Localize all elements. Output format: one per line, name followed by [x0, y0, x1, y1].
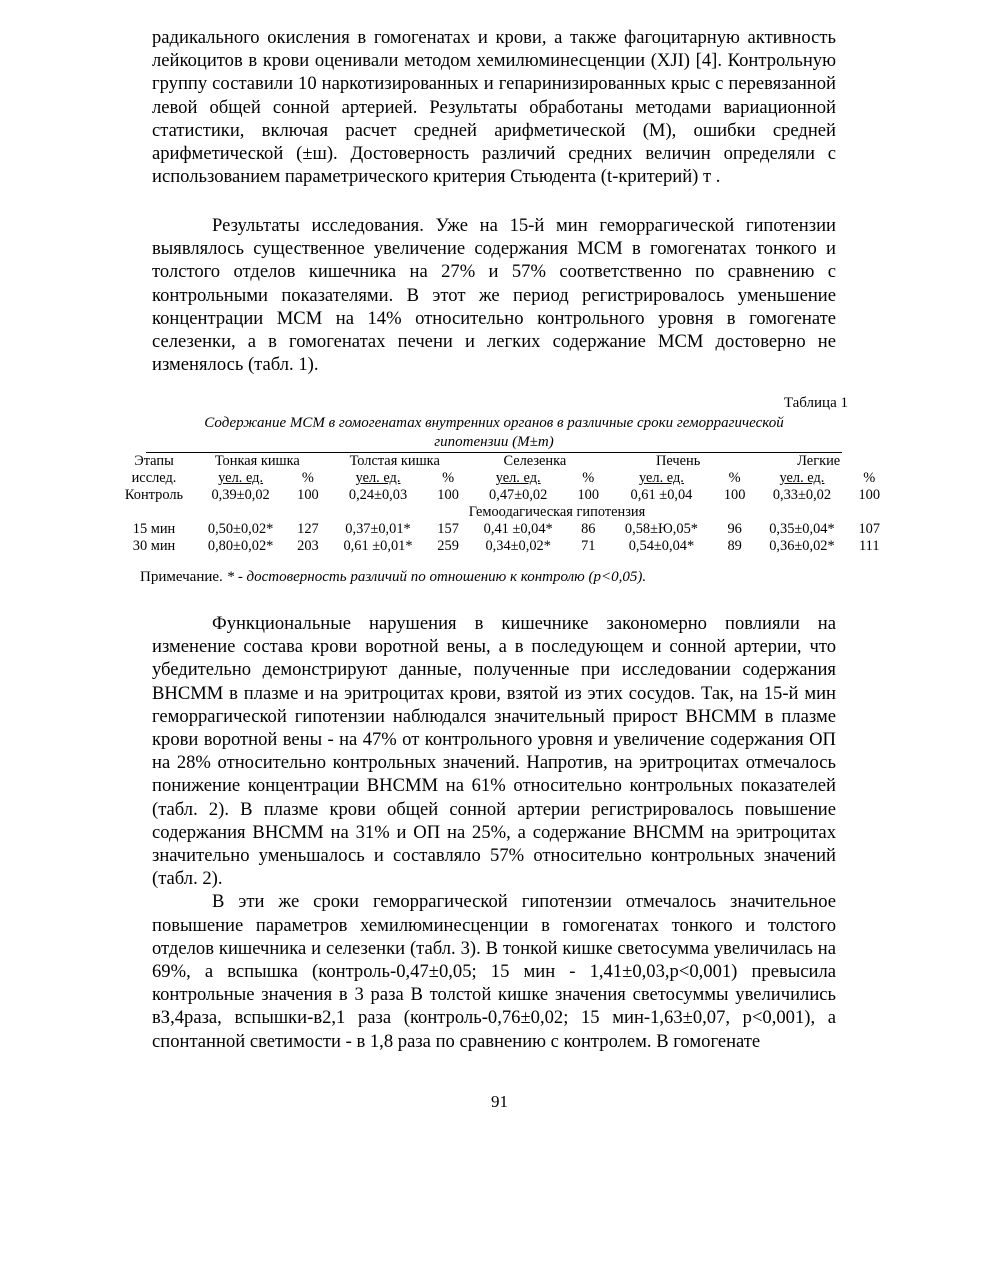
unit-header: уел. ед. — [639, 470, 684, 486]
unit-header: уел. ед. — [779, 470, 825, 486]
value-cell: 0,34±0,02* — [485, 538, 551, 554]
stage-header: Этапы — [134, 453, 174, 469]
value-cell: 0,58±Ю,05* — [624, 521, 698, 537]
page-number: 91 — [491, 1092, 508, 1111]
table-caption-line2: гипотензии (M±m) — [146, 433, 842, 453]
pct-cell: 71 — [581, 538, 596, 554]
pct-cell: 100 — [723, 487, 746, 503]
pct-header: % — [582, 470, 595, 486]
results-paragraph: Результаты исследования. Уже на 15-й мин геморрагической гипотензии выявлялось существенное увеличение содержания МСМ в гомогенатах тонкого и толстого отделов кишечника на 27% и 57% соответственно по сравнению с контрольными показателями. В этот же период регистрировалось уменьшение концентрации МСМ на 14% относительно контрольного уровня в гомогенате селезенки, а в гомогенатах печени и легких содержание МСМ достоверно не изменялось (табл. 1). — [152, 215, 836, 376]
stage-cell: 30 мин — [132, 538, 176, 554]
organ-header-spleen: Селезенка — [503, 453, 567, 469]
pct-cell: 259 — [437, 538, 459, 554]
intro-paragraph: радикального окисления в гомогенатах и крови, а также фагоцитарную активность лейкоцитов в крови оценивали методом хемилюминесценции (XJI) [4]. Контрольную группу составили 10 наркотизированных и гепаринизированных крыс с перевязанной левой общей сонной артерией. Результаты обработаны методами вариационной статистики, включая расчет средней арифметической (М), ошибки средней арифметической (±ш). Достоверность различий средних величин определяли с использованием параметрического критерия Стьюдента (t-критерий) т . — [152, 27, 836, 188]
pct-cell: 157 — [437, 521, 459, 537]
pct-cell: 100 — [577, 487, 600, 503]
pct-cell: 89 — [727, 538, 742, 554]
pct-cell: 100 — [297, 487, 319, 503]
discussion-paragraph-1: Функциональные нарушения в кишечнике закономерно повлияли на изменение состава крови воротной вены, а в последующем и сонной артерии, что убедительно демонстрируют данные, полученные при исследовании содержания ВНСММ в плазме и на эритроцитах крови, взятой из этих сосудов. Так, на 15-й мин геморрагической гипотензии наблюдался значительный прирост ВНСММ в плазме крови воротной вены - на 47% от контрольного уровня и увеличение содержания ОП на 28% относительно контрольных значений. Напротив, на эритроцитах отмечалось понижение концентрации ВНСММ на 61% относительно контрольных показателей (табл. 2). В плазме крови общей сонной артерии регистрировалось повышение содержания ВНСММ на 31% и ОП на 25%, а содержание ВНСММ на эритроцитах значительно уменьшалось и составляло 57% относительно контрольных значений (табл. 2). — [152, 613, 836, 890]
organ-header-small-intestine: Тонкая кишка — [214, 453, 300, 469]
table-label: Таблица 1 — [783, 395, 848, 411]
value-cell: 0,24±0,03 — [348, 487, 408, 503]
pct-cell: 107 — [858, 521, 881, 537]
stage-cell: 15 мин — [132, 521, 176, 537]
value-cell: 0,61 ±0,04 — [630, 487, 693, 503]
pct-cell: 127 — [297, 521, 319, 537]
table-row-control — [118, 487, 886, 504]
stage-cell: Контроль — [124, 487, 184, 503]
results-section — [152, 214, 836, 376]
discussion-section — [152, 612, 836, 1053]
table-section-row — [118, 504, 886, 521]
pct-cell: 100 — [437, 487, 459, 503]
table-caption-line1: Содержание МСМ в гомогенатах внутренних органов в различные сроки геморрагической — [204, 415, 784, 431]
table-caption — [146, 414, 842, 453]
pct-cell: 100 — [858, 487, 881, 503]
table-note — [140, 569, 646, 586]
value-cell: 0,33±0,02 — [772, 487, 832, 503]
pct-header: % — [728, 470, 741, 486]
note-text: * - достоверность различий по отношению к контролю (р<0,05). — [226, 569, 647, 585]
organ-header-large-intestine: Толстая кишка — [349, 453, 440, 469]
value-cell: 0,54±0,04* — [628, 538, 695, 554]
table-subheader-row — [118, 470, 886, 487]
table-row-30min — [118, 538, 886, 555]
value-cell: 0,47±0,02 — [489, 487, 548, 503]
data-table — [118, 453, 886, 555]
unit-header: уел. ед. — [495, 470, 541, 486]
value-cell: 0,39±0,02 — [211, 487, 270, 503]
value-cell: 0,37±0,01* — [345, 521, 411, 537]
pct-cell: 111 — [859, 538, 880, 554]
table-header-row — [118, 453, 886, 470]
organ-header-liver: Печень — [655, 453, 701, 469]
value-cell: 0,61 ±0,01* — [343, 538, 413, 554]
unit-header: уел. ед. — [218, 470, 264, 486]
discussion-paragraph-2: В эти же сроки геморрагической гипотензии отмечалось значительное повышение параметров хемилюминесценции в гомогенатах тонкого и толстого отделов кишечника и селезенки (табл. 3). В тонкой кишке светосумма увеличилась на 69%, а вспышка (контроль-0,47±0,05; 15 мин - 1,41±0,03,р<0,001) превысила контрольные значения в 3 раза В толстой кишке значения светосуммы увеличились вЗ,4раза, вспышки-в2,1 раза (контроль-0,76±0,02; 15 мин-1,63±0,07, р<0,001), а спонтанной светимости - в 1,8 раза по сравнению с контролем. В гомогенате — [152, 891, 836, 1052]
value-cell: 0,35±0,04* — [769, 521, 835, 537]
pct-header: % — [442, 470, 455, 486]
pct-cell: 203 — [297, 538, 319, 554]
unit-header: уел. ед. — [355, 470, 401, 486]
pct-header: % — [301, 470, 314, 486]
organ-header-lungs: Легкие — [797, 453, 841, 469]
table-row-15min — [118, 521, 886, 538]
note-label: Примечание. — [140, 569, 223, 585]
stage-subheader: исслед. — [131, 470, 177, 486]
section-label: Гемоодагическая гипотензия — [468, 504, 646, 520]
value-cell: 0,41 ±0,04* — [483, 521, 553, 537]
pct-cell: 86 — [581, 521, 596, 537]
value-cell: 0,80±0,02* — [207, 538, 274, 554]
pct-header: % — [863, 470, 876, 486]
intro-section — [152, 26, 836, 188]
pct-cell: 96 — [727, 521, 742, 537]
value-cell: 0,36±0,02* — [769, 538, 835, 554]
value-cell: 0,50±0,02* — [207, 521, 274, 537]
